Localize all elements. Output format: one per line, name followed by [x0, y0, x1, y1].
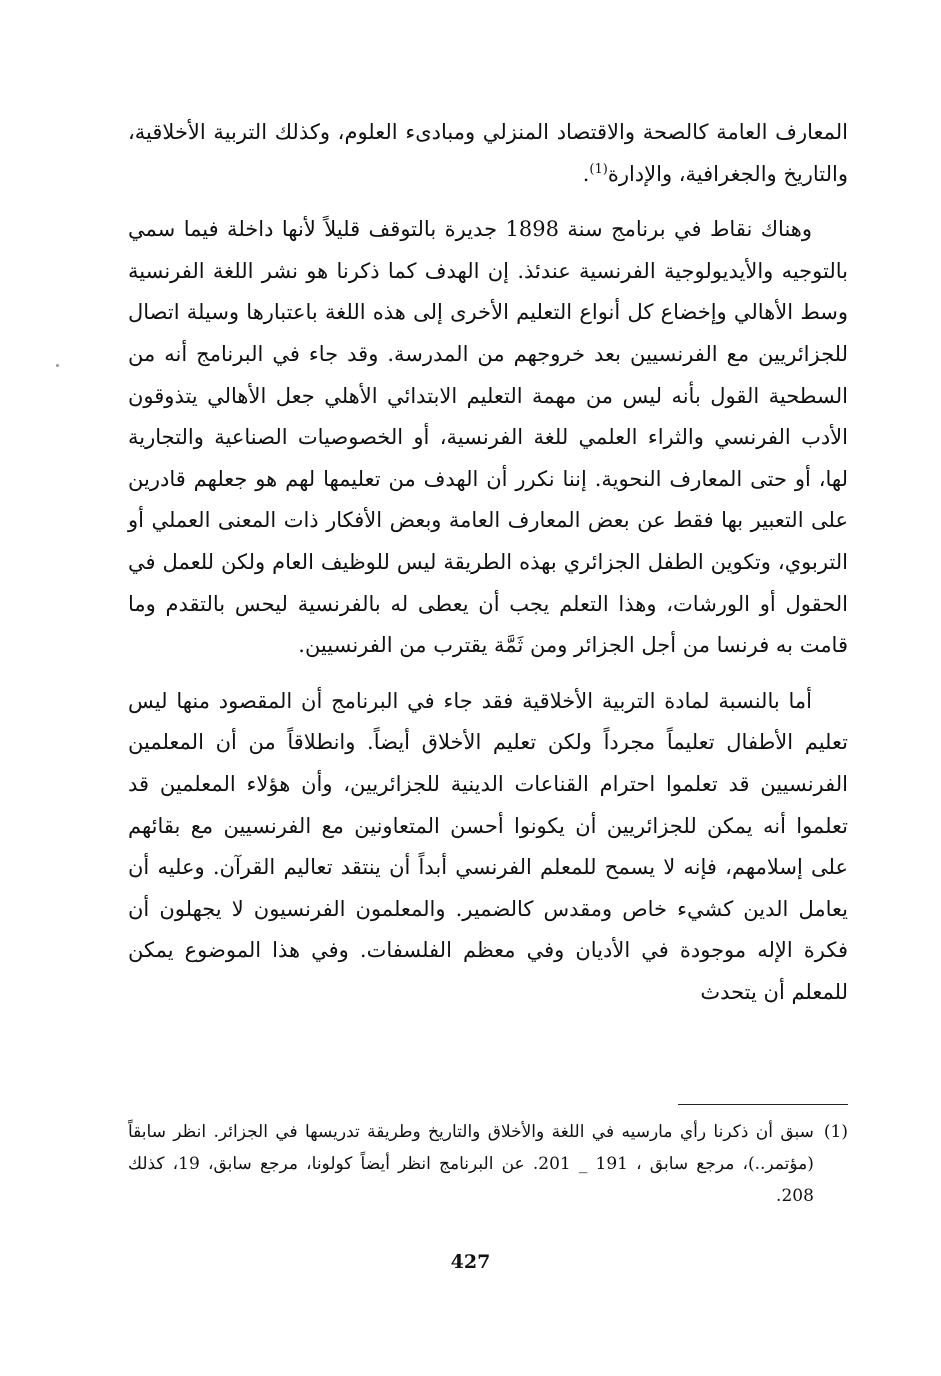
- paragraph-1-text: المعارف العامة كالصحة والاقتصاد المنزلي ومبادىء العلوم، وكذلك التربية الأخلاقية، والتاريخ والجغرافية، والإدارة: [128, 120, 848, 186]
- footnotes: [128, 1116, 848, 1212]
- footnote-reference[interactable]: (1): [589, 161, 608, 177]
- main-text: [128, 112, 848, 1013]
- paragraph-2: وهناك نقاط في برنامج سنة 1898 جديرة بالتوقف قليلاً لأنها داخلة فيما سمي بالتوجيه والأيديولوجية الفرنسية عندئذ. إن الهدف كما ذكرنا هو نشر اللغة الفرنسية وسط الأهالي وإخضاع كل أنواع التعليم الأخرى إلى هذه اللغة باعتبارها وسيلة اتصال للجزائريين مع الفرنسيين بعد خروجهم من المدرسة. وقد جاء في البرنامج أنه من السطحية القول بأنه ليس من مهمة التعليم الابتدائي الأهلي جعل الأهالي يتذوقون الأدب الفرنسي والثراء العلمي للغة الفرنسية، أو الخصوصيات الصناعية والتجارية لها، أو حتى المعارف النحوية. إننا نكرر أن الهدف من تعليمها لهم هو جعلهم قادرين على التعبير بها فقط عن بعض المعارف العامة وبعض الأفكار ذات المعنى العملي أو التربوي، وتكوين الطفل الجزائري بهذه الطريقة ليس للوظيف العام ولكن للعمل في الحقول أو الورشات، وهذا التعلم يجب أن يعطى له بالفرنسية ليحس بالتقدم وما قامت به فرنسا من أجل الجزائر ومن ثَمَّة يقترب من الفرنسيين.: [128, 217, 848, 658]
- footnote-item: [128, 1116, 848, 1212]
- paragraph-1: [128, 112, 848, 195]
- scan-speck: [56, 364, 59, 367]
- footnote-text: سبق أن ذكرنا رأي مارسيه في اللغة والأخلاق والتاريخ وطريقة تدريسها في الجزائر. انظر سابقاً (مؤتمر..)، مرجع سابق ، 191 _ 201. عن البرنامج انظر أيضاً كولونا، مرجع سابق، 19، كذلك 208.: [128, 1122, 814, 1206]
- paragraph-1-tail: .: [582, 161, 590, 186]
- page-number: 427: [450, 1251, 491, 1273]
- footnote-number: (1): [823, 1122, 848, 1142]
- paragraph-3: أما بالنسبة لمادة التربية الأخلاقية فقد جاء في البرنامج أن المقصود منها ليس تعليم الأطفال تعليماً مجرداً ولكن تعليم الأخلاق أيضاً. وانطلاقاً من أن المعلمين الفرنسيين قد تعلموا احترام القناعات الدينية للجزائريين، وأن هؤلاء المعلمين قد تعلموا أنه يمكن للجزائريين أن يكونوا أحسن المتعاونين مع الفرنسيين مع بقائهم على إسلامهم، فإنه لا يسمح للمعلم الفرنسي أبداً أن ينتقد تعاليم القرآن. وعليه أن يعامل الدين كشيء خاص ومقدس كالضمير. والمعلمون الفرنسيون لا يجهلون أن فكرة الإله موجودة في الأديان وفي معظم الفلسفات. وفي هذا الموضوع يمكن للمعلم أن يتحدث: [128, 688, 848, 1004]
- footnote-separator: [678, 1104, 848, 1105]
